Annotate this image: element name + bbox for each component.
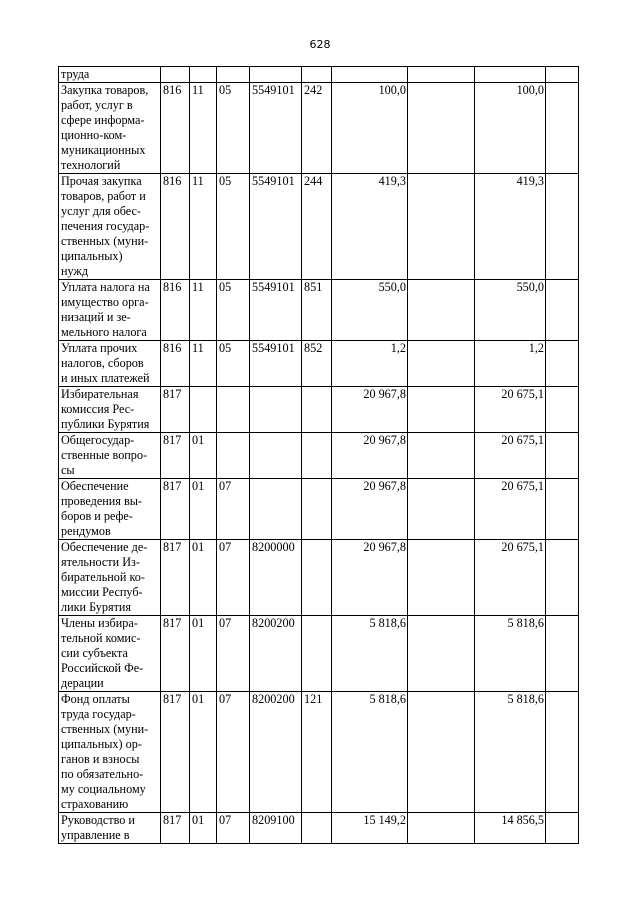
table-row xyxy=(59,67,579,83)
page-number: 628 xyxy=(309,38,331,51)
row-name-cell: Обеспечение де- ятельности Из- бирательной ко- миссии Респуб- лики Бурятия xyxy=(59,540,161,616)
row-name-cell: Обеспечение проведения вы- боров и рефе- рендумов xyxy=(59,479,161,540)
expense-type-cell xyxy=(302,433,332,479)
target-article-cell: 8209100 xyxy=(250,813,302,844)
table-row xyxy=(59,616,579,692)
amount-cell-2 xyxy=(408,813,475,844)
section-code-cell: 01 xyxy=(190,616,217,692)
amount-cell-4 xyxy=(546,692,579,813)
section-code-cell: 11 xyxy=(190,341,217,387)
amount-cell-1: 100,0 xyxy=(332,83,408,174)
row-name-cell: Прочая закупка товаров, работ и услуг для обес- печения государ- ственных (муни- ципальных) нужд xyxy=(59,174,161,280)
amount-cell-1 xyxy=(332,67,408,83)
amount-cell-2 xyxy=(408,387,475,433)
amount-cell-4 xyxy=(546,280,579,341)
target-article-cell: 5549101 xyxy=(250,341,302,387)
table-row xyxy=(59,479,579,540)
amount-cell-1: 15 149,2 xyxy=(332,813,408,844)
section-code-cell: 11 xyxy=(190,174,217,280)
amount-cell-4 xyxy=(546,83,579,174)
table-row xyxy=(59,433,579,479)
amount-cell-3: 419,3 xyxy=(475,174,546,280)
table-row xyxy=(59,280,579,341)
target-article-cell xyxy=(250,67,302,83)
row-name-cell: Уплата прочих налогов, сборов и иных платежей xyxy=(59,341,161,387)
expense-type-cell: 851 xyxy=(302,280,332,341)
amount-cell-3: 20 675,1 xyxy=(475,387,546,433)
table-body xyxy=(59,67,579,844)
amount-cell-4 xyxy=(546,813,579,844)
ministry-code-cell: 817 xyxy=(161,692,190,813)
expense-type-cell: 121 xyxy=(302,692,332,813)
amount-cell-2 xyxy=(408,341,475,387)
ministry-code-cell: 816 xyxy=(161,83,190,174)
table-row xyxy=(59,387,579,433)
amount-cell-4 xyxy=(546,540,579,616)
amount-cell-3: 20 675,1 xyxy=(475,540,546,616)
section-code-cell: 01 xyxy=(190,433,217,479)
section-code-cell: 11 xyxy=(190,83,217,174)
ministry-code-cell: 816 xyxy=(161,341,190,387)
amount-cell-1: 5 818,6 xyxy=(332,616,408,692)
amount-cell-3: 20 675,1 xyxy=(475,433,546,479)
amount-cell-4 xyxy=(546,479,579,540)
ministry-code-cell: 817 xyxy=(161,387,190,433)
section-code-cell: 01 xyxy=(190,540,217,616)
target-article-cell: 5549101 xyxy=(250,83,302,174)
expense-type-cell xyxy=(302,540,332,616)
expense-type-cell: 244 xyxy=(302,174,332,280)
target-article-cell: 5549101 xyxy=(250,280,302,341)
amount-cell-2 xyxy=(408,83,475,174)
amount-cell-4 xyxy=(546,341,579,387)
target-article-cell xyxy=(250,479,302,540)
amount-cell-2 xyxy=(408,479,475,540)
subsection-code-cell: 07 xyxy=(217,616,250,692)
amount-cell-1: 20 967,8 xyxy=(332,540,408,616)
section-code-cell: 01 xyxy=(190,813,217,844)
target-article-cell: 8200200 xyxy=(250,692,302,813)
expense-type-cell xyxy=(302,813,332,844)
amount-cell-3: 5 818,6 xyxy=(475,692,546,813)
amount-cell-3: 20 675,1 xyxy=(475,479,546,540)
ministry-code-cell: 816 xyxy=(161,280,190,341)
subsection-code-cell: 07 xyxy=(217,692,250,813)
amount-cell-4 xyxy=(546,174,579,280)
expense-type-cell xyxy=(302,616,332,692)
row-name-cell: Закупка товаров, работ, услуг в сфере информа- ционно-ком- муникационных технологий xyxy=(59,83,161,174)
amount-cell-2 xyxy=(408,616,475,692)
amount-cell-4 xyxy=(546,616,579,692)
ministry-code-cell: 817 xyxy=(161,813,190,844)
amount-cell-2 xyxy=(408,174,475,280)
subsection-code-cell: 05 xyxy=(217,341,250,387)
ministry-code-cell: 817 xyxy=(161,479,190,540)
amount-cell-1: 20 967,8 xyxy=(332,433,408,479)
ministry-code-cell: 817 xyxy=(161,433,190,479)
section-code-cell xyxy=(190,67,217,83)
subsection-code-cell: 07 xyxy=(217,479,250,540)
subsection-code-cell: 07 xyxy=(217,813,250,844)
target-article-cell: 8200000 xyxy=(250,540,302,616)
expense-type-cell xyxy=(302,67,332,83)
budget-table xyxy=(58,66,579,844)
amount-cell-4 xyxy=(546,433,579,479)
subsection-code-cell: 05 xyxy=(217,174,250,280)
amount-cell-3: 14 856,5 xyxy=(475,813,546,844)
amount-cell-1: 550,0 xyxy=(332,280,408,341)
table-row xyxy=(59,540,579,616)
expense-type-cell: 852 xyxy=(302,341,332,387)
subsection-code-cell: 05 xyxy=(217,83,250,174)
section-code-cell: 11 xyxy=(190,280,217,341)
expense-type-cell xyxy=(302,387,332,433)
row-name-cell: Уплата налога на имущество орга- низаций и зе- мельного налога xyxy=(59,280,161,341)
amount-cell-1: 1,2 xyxy=(332,341,408,387)
amount-cell-3 xyxy=(475,67,546,83)
amount-cell-4 xyxy=(546,387,579,433)
table-row xyxy=(59,174,579,280)
amount-cell-1: 20 967,8 xyxy=(332,479,408,540)
amount-cell-3: 1,2 xyxy=(475,341,546,387)
row-name-cell: Избирательная комиссия Рес- публики Бурятия xyxy=(59,387,161,433)
subsection-code-cell xyxy=(217,67,250,83)
amount-cell-1: 20 967,8 xyxy=(332,387,408,433)
section-code-cell xyxy=(190,387,217,433)
ministry-code-cell: 816 xyxy=(161,174,190,280)
subsection-code-cell: 05 xyxy=(217,280,250,341)
row-name-cell: труда xyxy=(59,67,161,83)
amount-cell-1: 419,3 xyxy=(332,174,408,280)
amount-cell-3: 5 818,6 xyxy=(475,616,546,692)
subsection-code-cell xyxy=(217,387,250,433)
target-article-cell xyxy=(250,433,302,479)
amount-cell-3: 550,0 xyxy=(475,280,546,341)
amount-cell-4 xyxy=(546,67,579,83)
table-row xyxy=(59,813,579,844)
amount-cell-2 xyxy=(408,67,475,83)
section-code-cell: 01 xyxy=(190,479,217,540)
subsection-code-cell: 07 xyxy=(217,540,250,616)
amount-cell-2 xyxy=(408,540,475,616)
row-name-cell: Руководство и управление в xyxy=(59,813,161,844)
amount-cell-2 xyxy=(408,433,475,479)
row-name-cell: Члены избира- тельной комис- сии субъекта Российской Фе- дерации xyxy=(59,616,161,692)
expense-type-cell: 242 xyxy=(302,83,332,174)
amount-cell-2 xyxy=(408,692,475,813)
target-article-cell: 5549101 xyxy=(250,174,302,280)
section-code-cell: 01 xyxy=(190,692,217,813)
table-row xyxy=(59,83,579,174)
ministry-code-cell: 817 xyxy=(161,616,190,692)
subsection-code-cell xyxy=(217,433,250,479)
target-article-cell xyxy=(250,387,302,433)
ministry-code-cell xyxy=(161,67,190,83)
row-name-cell: Общегосудар- ственные вопро- сы xyxy=(59,433,161,479)
amount-cell-2 xyxy=(408,280,475,341)
table-row xyxy=(59,341,579,387)
expense-type-cell xyxy=(302,479,332,540)
table-row xyxy=(59,692,579,813)
row-name-cell: Фонд оплаты труда государ- ственных (муни- ципальных) ор- ганов и взносы по обязательно- му социальному страхованию xyxy=(59,692,161,813)
target-article-cell: 8200200 xyxy=(250,616,302,692)
ministry-code-cell: 817 xyxy=(161,540,190,616)
amount-cell-1: 5 818,6 xyxy=(332,692,408,813)
amount-cell-3: 100,0 xyxy=(475,83,546,174)
